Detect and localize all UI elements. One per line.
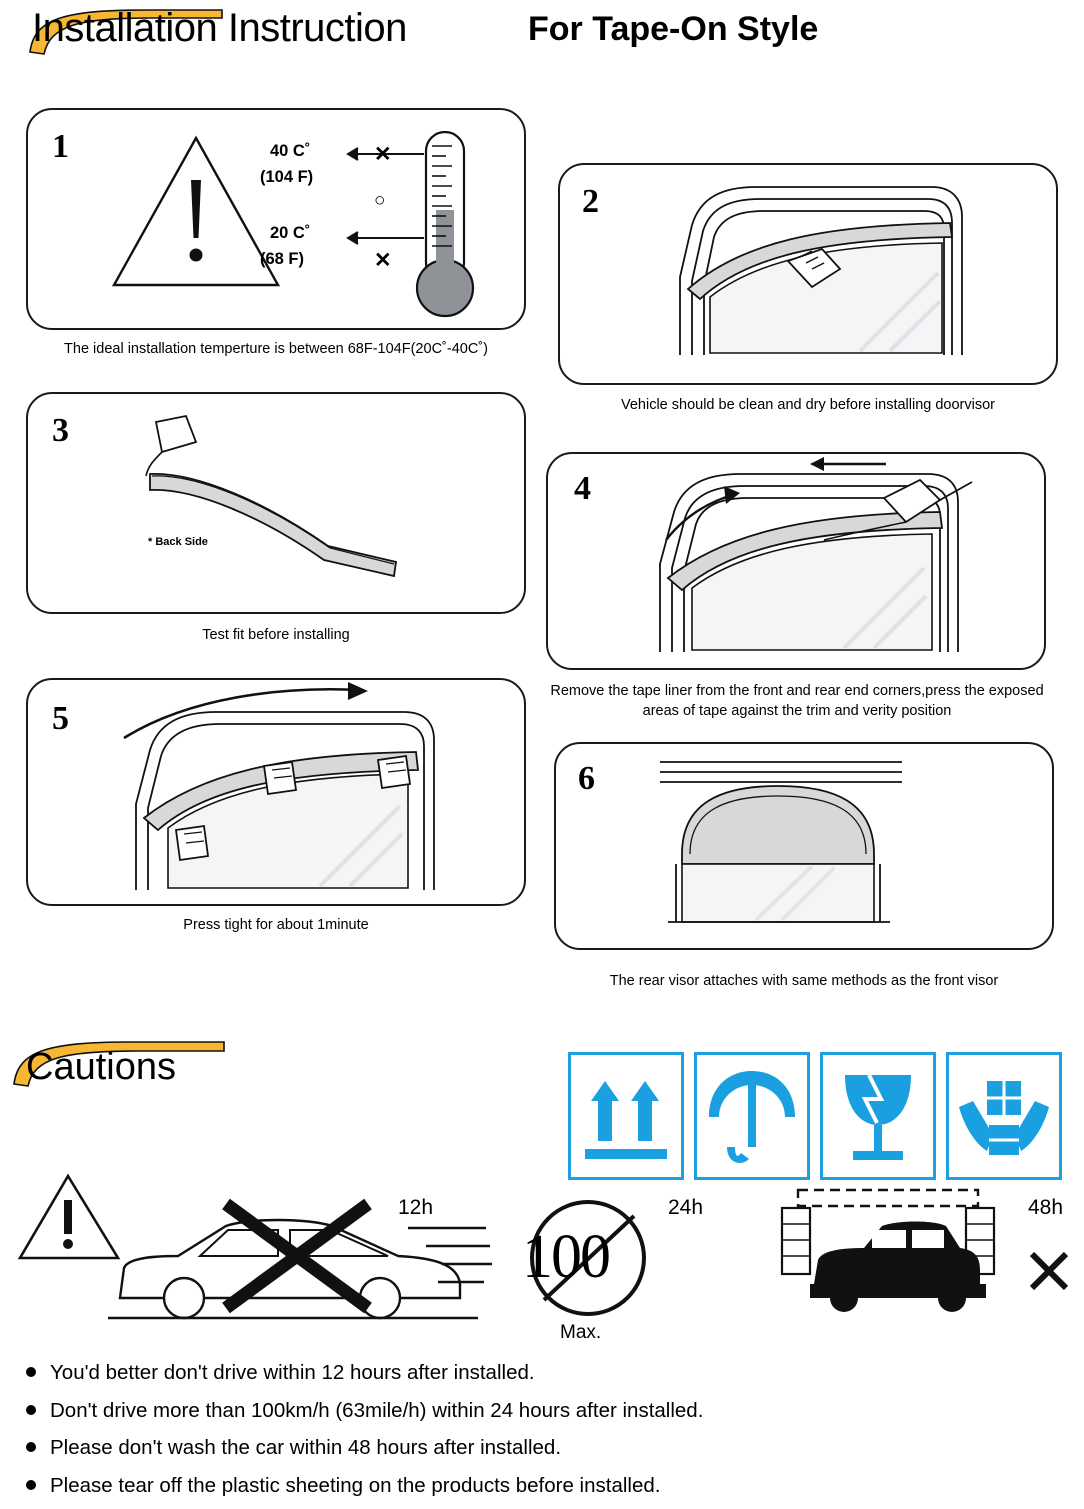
page-title-secondary: For Tape-On Style — [528, 10, 819, 48]
step-panel-4 — [546, 452, 1046, 670]
step-number-1: 1 — [52, 128, 69, 165]
bullet-text: You'd better don't drive within 12 hours after installed. — [50, 1361, 535, 1384]
step-caption-1: The ideal installation temperture is between 68F-104F(20C˚-40C˚) — [64, 341, 488, 357]
step-3-illustration — [28, 394, 524, 612]
fragile-glass-icon — [820, 1052, 936, 1180]
step-panel-1 — [26, 108, 526, 330]
bullet-text: Don't drive more than 100km/h (63mile/h) within 24 hours after installed. — [50, 1398, 704, 1422]
cautions-bullet-list — [22, 1358, 1062, 1509]
this-side-up-icon — [568, 1052, 684, 1180]
list-item — [22, 1433, 1062, 1463]
caution-label-48h: 48h — [1028, 1196, 1064, 1219]
step-number-6: 6 — [578, 760, 595, 797]
speed-limit-value: 100 — [522, 1223, 609, 1291]
step-caption-5: Press tight for about 1minute — [183, 917, 369, 933]
step-panel-6 — [554, 742, 1054, 950]
step-panel-2 — [558, 163, 1058, 385]
step-caption-4: Remove the tape liner from the front and rear end corners,press the exposed areas of tape against the trim and verity position — [550, 683, 1044, 719]
step-panel-5 — [26, 678, 526, 906]
list-item — [22, 1471, 1062, 1501]
speed-limit-max-label: Max. — [560, 1322, 602, 1343]
step-1-temp-high-f: (104 F) — [260, 168, 314, 186]
bullet-dot-icon — [26, 1442, 36, 1452]
step-caption-6: The rear visor attaches with same methods as the front visor — [609, 973, 999, 989]
step-caption-2: Vehicle should be clean and dry before installing doorvisor — [620, 397, 995, 413]
step-1-mark-high: ✕ — [374, 143, 392, 166]
step-1-temp-low-c: 20 C˚ — [270, 224, 311, 242]
step-6-illustration — [556, 744, 1052, 948]
list-item — [22, 1396, 1062, 1426]
step-number-5: 5 — [52, 700, 69, 737]
page-header — [0, 0, 1084, 76]
no-wash-x-mark-icon — [1026, 1248, 1072, 1294]
step-2-illustration — [560, 165, 1056, 383]
list-item — [22, 1358, 1062, 1388]
bullet-dot-icon — [26, 1405, 36, 1415]
no-car-wash-graphic — [748, 1186, 1028, 1322]
step-4-illustration — [548, 454, 1044, 668]
bullet-dot-icon — [26, 1480, 36, 1490]
page-title-primary: Installation Instruction — [32, 6, 407, 50]
step-5-illustration — [28, 680, 524, 904]
caution-label-24h: 24h — [668, 1196, 704, 1219]
step-number-2: 2 — [582, 183, 599, 220]
bullet-dot-icon — [26, 1367, 36, 1377]
step-1-mark-low: ✕ — [374, 249, 392, 272]
bullet-text: Please tear off the plastic sheeting on the products before installed. — [50, 1474, 661, 1498]
cautions-title: Cautions — [26, 1046, 176, 1088]
step-number-3: 3 — [52, 412, 69, 449]
step-panel-3 — [26, 392, 526, 614]
no-driving-12h-graphic — [108, 1190, 508, 1350]
caution-label-12h: 12h — [398, 1196, 434, 1219]
step-3-back-side-label: * Back Side — [148, 536, 208, 548]
keep-dry-umbrella-icon — [694, 1052, 810, 1180]
step-1-temp-low-f: (68 F) — [260, 250, 305, 268]
bullet-text: Please don't wash the car within 48 hours after installed. — [50, 1436, 562, 1460]
step-1-mark-mid: ○ — [374, 190, 386, 211]
step-number-4: 4 — [574, 470, 591, 507]
step-caption-3: Test fit before installing — [202, 627, 350, 643]
handle-with-care-icon — [946, 1052, 1062, 1180]
step-1-temp-high-c: 40 C˚ — [270, 142, 311, 160]
